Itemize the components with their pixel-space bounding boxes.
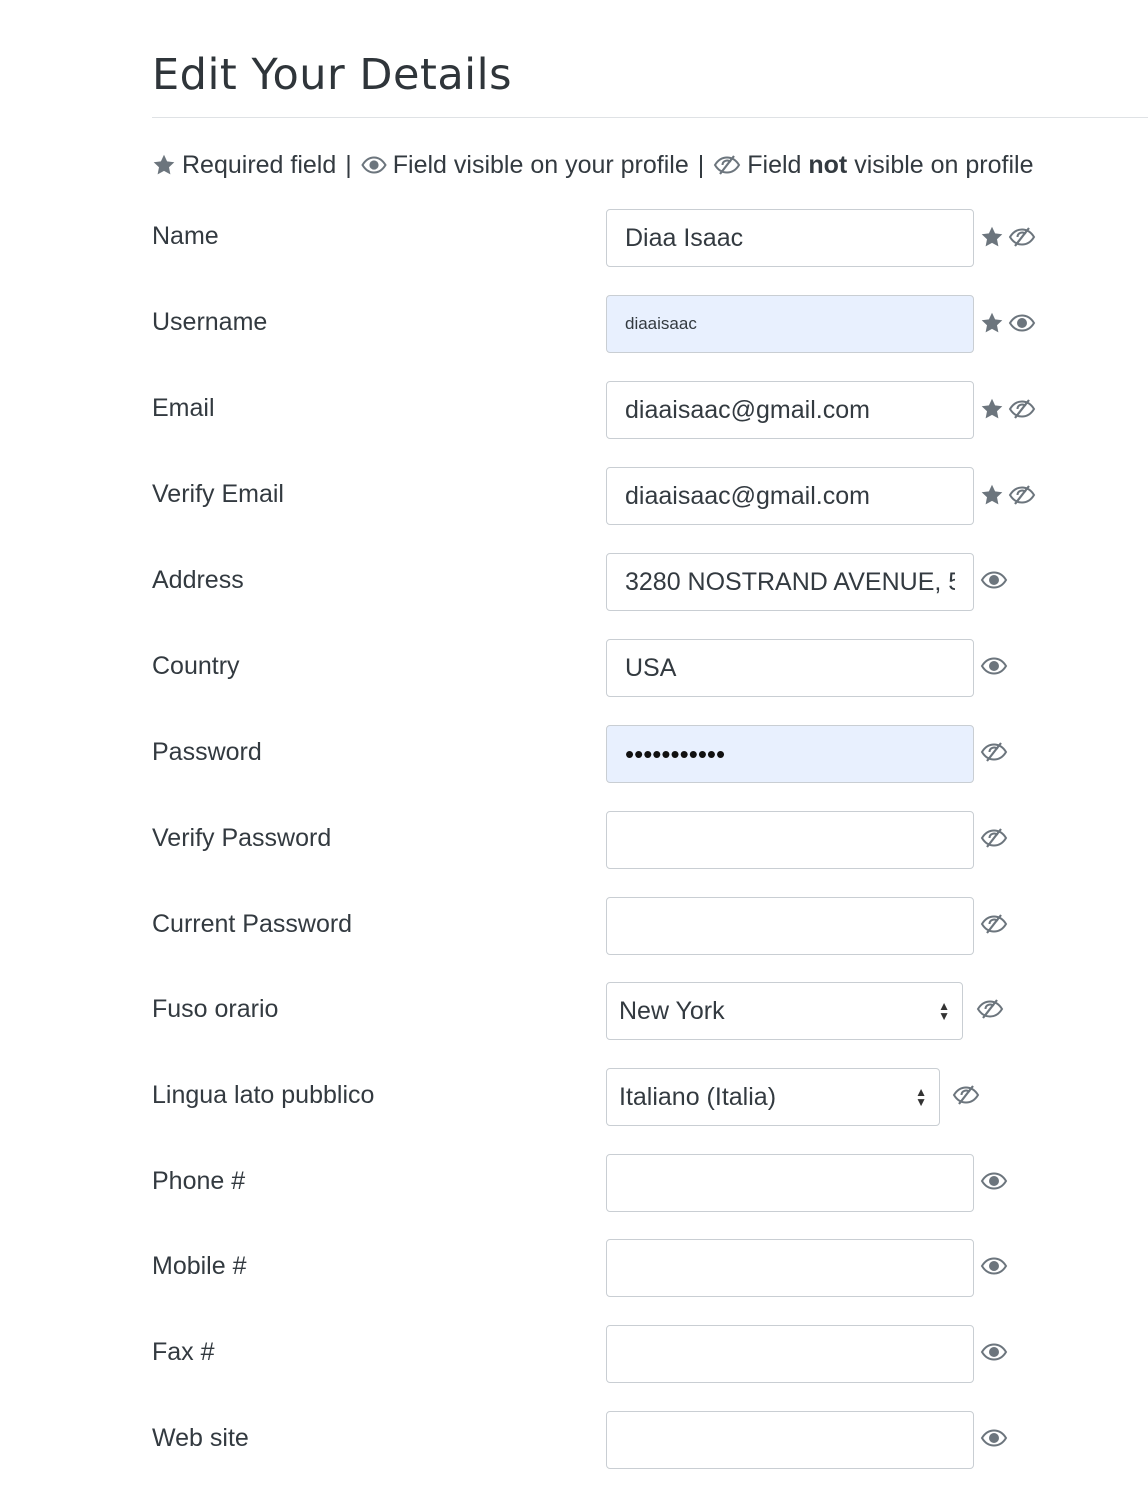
fax-input[interactable]	[606, 1325, 974, 1383]
legend-required-text: Required field	[182, 150, 337, 179]
verify-password-input[interactable]	[606, 811, 974, 869]
email-label: Email	[152, 394, 215, 422]
email-input[interactable]	[606, 381, 974, 439]
star-icon	[980, 483, 1004, 507]
address-label: Address	[152, 566, 244, 594]
timezone-label: Fuso orario	[152, 995, 279, 1023]
eye-slash-icon	[976, 998, 1004, 1020]
eye-icon	[980, 1341, 1008, 1363]
form-row-name	[0, 208, 1148, 270]
eye-slash-icon	[1008, 484, 1036, 506]
form-row-website	[0, 1410, 1148, 1472]
address-field-icons	[980, 569, 1012, 591]
eye-slash-icon	[713, 154, 741, 176]
country-field-icons	[980, 655, 1012, 677]
language-label: Lingua lato pubblico	[152, 1081, 375, 1109]
verify-email-input[interactable]	[606, 467, 974, 525]
title-divider	[152, 117, 1148, 118]
star-icon	[980, 311, 1004, 335]
phone-field-icons	[980, 1170, 1012, 1192]
star-icon	[152, 153, 176, 177]
eye-icon	[361, 155, 387, 175]
page-title: Edit Your Details	[152, 50, 512, 100]
form-row-verify-email	[0, 466, 1148, 528]
star-icon	[980, 397, 1004, 421]
website-input[interactable]	[606, 1411, 974, 1469]
select-arrows-icon: ▲ ▼	[915, 1085, 927, 1109]
timezone-selected-value: New York	[619, 996, 725, 1025]
select-arrows-icon: ▲ ▼	[938, 999, 950, 1023]
username-label: Username	[152, 308, 268, 336]
language-selected-value: Italiano (Italia)	[619, 1082, 777, 1111]
mobile-field-icons	[980, 1255, 1012, 1277]
country-label: Country	[152, 652, 240, 680]
verify-email-field-icons	[980, 483, 1040, 507]
legend-not-visible-suffix: visible on profile	[854, 150, 1034, 179]
password-label: Password	[152, 738, 262, 766]
form-row-timezone	[0, 981, 1148, 1043]
form-row-username	[0, 294, 1148, 356]
country-input[interactable]	[606, 639, 974, 697]
email-field-icons	[980, 397, 1040, 421]
verify-email-label: Verify Email	[152, 480, 284, 508]
username-input[interactable]	[606, 295, 974, 353]
website-field-icons	[980, 1427, 1012, 1449]
legend-separator: |	[697, 150, 705, 179]
name-field-icons	[980, 225, 1040, 249]
star-icon	[980, 225, 1004, 249]
form-row-verify-password	[0, 810, 1148, 872]
timezone-select[interactable]	[606, 982, 963, 1040]
form-row-country	[0, 638, 1148, 700]
password-field-icons	[980, 741, 1012, 763]
field-legend	[152, 148, 1033, 182]
password-input[interactable]	[606, 725, 974, 783]
current-password-input[interactable]	[606, 897, 974, 955]
form-row-email	[0, 380, 1148, 442]
eye-slash-icon	[980, 913, 1008, 935]
eye-icon	[1008, 312, 1036, 334]
form-row-language	[0, 1067, 1148, 1129]
mobile-input[interactable]	[606, 1239, 974, 1297]
eye-slash-icon	[1008, 226, 1036, 248]
form-row-fax	[0, 1324, 1148, 1386]
form-row-mobile	[0, 1238, 1148, 1300]
fax-label: Fax #	[152, 1338, 215, 1366]
username-field-icons	[980, 311, 1040, 335]
eye-slash-icon	[1008, 398, 1036, 420]
legend-visible-text: Field visible on your profile	[392, 150, 689, 179]
form-row-phone	[0, 1153, 1148, 1215]
eye-icon	[980, 569, 1008, 591]
legend-separator: |	[345, 150, 352, 179]
form-row-address	[0, 552, 1148, 614]
name-input[interactable]	[606, 209, 974, 267]
phone-label: Phone #	[152, 1167, 246, 1195]
eye-icon	[980, 655, 1008, 677]
eye-slash-icon	[980, 827, 1008, 849]
eye-icon	[980, 1170, 1008, 1192]
timezone-field-icons	[976, 998, 1008, 1020]
language-select[interactable]	[606, 1068, 940, 1126]
phone-input[interactable]	[606, 1154, 974, 1212]
current-password-field-icons	[980, 913, 1012, 935]
form-row-current-password	[0, 896, 1148, 958]
current-password-label: Current Password	[152, 910, 353, 938]
legend-not-visible-prefix: Field	[747, 150, 802, 179]
verify-password-label: Verify Password	[152, 824, 332, 852]
eye-icon	[980, 1255, 1008, 1277]
language-field-icons	[952, 1084, 984, 1106]
eye-slash-icon	[952, 1084, 980, 1106]
mobile-label: Mobile #	[152, 1252, 247, 1280]
legend-not-visible-bold: not	[808, 150, 848, 179]
website-label: Web site	[152, 1424, 249, 1452]
form-row-password	[0, 724, 1148, 786]
verify-password-field-icons	[980, 827, 1012, 849]
fax-field-icons	[980, 1341, 1012, 1363]
name-label: Name	[152, 222, 219, 250]
address-input[interactable]	[606, 553, 974, 611]
eye-slash-icon	[980, 741, 1008, 763]
eye-icon	[980, 1427, 1008, 1449]
